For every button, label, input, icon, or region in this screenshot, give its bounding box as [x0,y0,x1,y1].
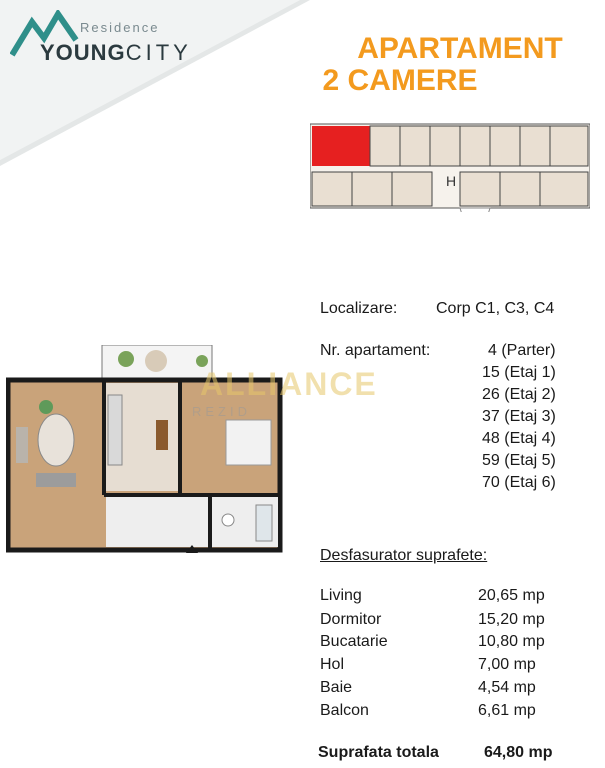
surface-value: 7,00 mp [478,656,536,673]
apartment-number: 15 (Etaj 1) [482,364,556,381]
surface-value: 6,61 mp [478,702,536,719]
page-title-line2: 2 CAMERE [322,64,478,97]
apartment-number: 48 (Etaj 4) [482,430,556,447]
logo-young: YOUNG [40,40,126,65]
watermark: ALLIANCE [200,366,378,402]
surface-name: Dormitor [320,611,382,628]
apartment-number: 37 (Etaj 3) [482,408,556,425]
surface-name: Living [320,587,362,604]
logo-city: CITY [125,40,192,65]
apartment-number: 4 (Parter) [488,342,556,359]
apartment-number-label: Nr. apartament: [320,342,431,359]
surface-name: Hol [320,656,345,673]
surface-value: 10,80 mp [478,633,545,650]
svg-text:H: H [446,173,457,189]
apartment-number: 70 (Etaj 6) [482,474,556,491]
surface-name: Balcon [320,702,369,719]
total-surface-value: 64,80 mp [484,744,553,761]
apartment-number: 59 (Etaj 5) [482,452,556,469]
surface-name: Baie [320,679,353,696]
surface-name: Bucatarie [320,633,388,650]
surfaces-title: Desfasurator suprafete: [320,547,488,564]
surface-value: 15,20 mp [478,611,545,628]
highlighted-apartment [312,126,370,166]
localizare-value: Corp C1, C3, C4 [436,300,555,317]
page-title-line1: APARTAMENT [357,32,563,65]
surface-value: 20,65 mp [478,587,545,604]
surface-value: 4,54 mp [478,679,536,696]
localizare-label: Localizare: [320,300,398,317]
logo-young-city [40,40,192,66]
logo [10,10,192,65]
total-surface-label: Suprafata totala [318,744,439,761]
watermark-sub: REZID [192,404,251,419]
apartment-number: 26 (Etaj 2) [482,386,556,403]
building-key-plan [310,120,590,212]
logo-residence: Residence [80,20,160,35]
